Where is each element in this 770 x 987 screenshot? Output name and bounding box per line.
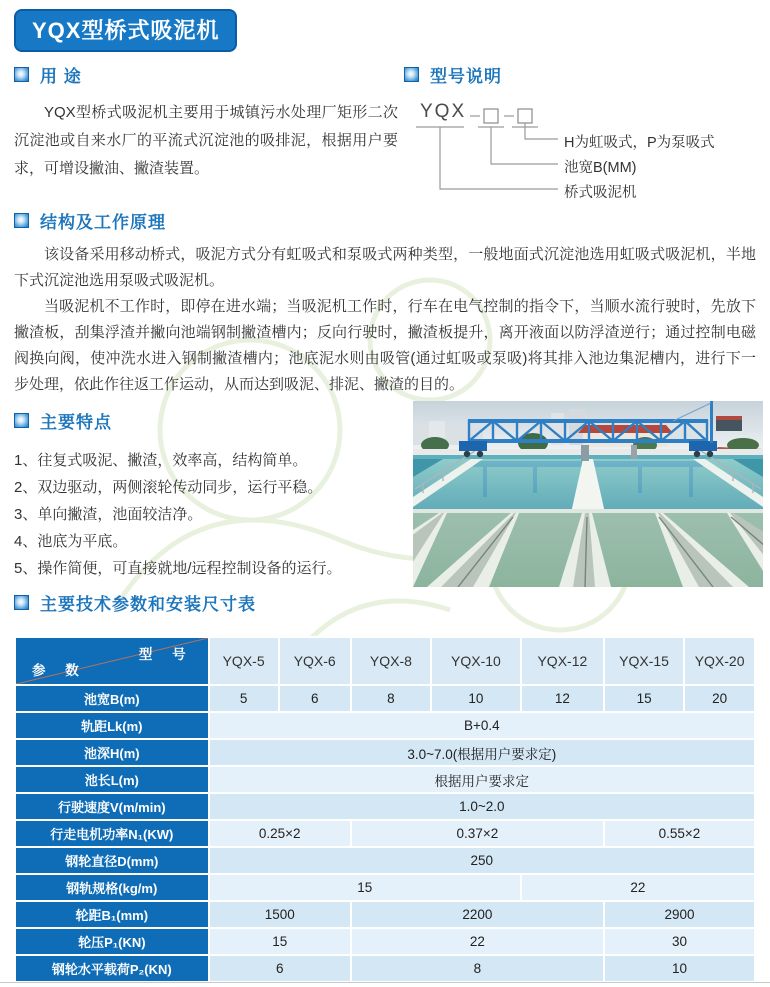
section-features	[14, 408, 412, 582]
feature-item: 1、往复式吸泥、撇渣，效率高，结构简单。	[14, 452, 308, 469]
table-cell: 22	[352, 929, 603, 954]
feature-item: 2、双边驱动，两侧滚轮传动同步，运行平稳。	[14, 479, 323, 496]
row-label: 池深H(m)	[16, 740, 208, 765]
usage-paragraph: YQX型桥式吸泥机主要用于城镇污水处理厂矩形二次沉淀池或自来水厂的平流式沉淀池的吸排泥，根据用户要求，可增设撇油、撇渣装置。	[14, 104, 398, 177]
column-header: YQX-10	[432, 638, 520, 684]
table-cell: 10	[432, 686, 520, 711]
table-row	[16, 767, 754, 792]
table-row	[16, 902, 754, 927]
column-header: YQX-12	[522, 638, 603, 684]
table-cell: 1.0~2.0	[210, 794, 754, 819]
table-cell: 根据用户要求定	[210, 767, 754, 792]
table-cell: 3.0~7.0(根据用户要求定)	[210, 740, 754, 765]
spec-table	[14, 636, 756, 983]
row-label: 钢轮水平载荷P₂(KN)	[16, 956, 208, 981]
plant-photo	[413, 401, 763, 587]
column-header: YQX-5	[210, 638, 278, 684]
column-header: YQX-15	[605, 638, 683, 684]
table-row	[16, 713, 754, 738]
page-title: YQX型桥式吸泥机	[14, 9, 237, 52]
table-row	[16, 794, 754, 819]
section-params	[14, 590, 756, 983]
table-cell: 2200	[352, 902, 603, 927]
corner-param-label: 参 数	[32, 663, 87, 678]
section-model	[404, 62, 764, 215]
section-bullet-icon	[14, 413, 29, 428]
section-bullet-icon	[14, 213, 29, 228]
section-heading: 主要特点	[40, 413, 112, 432]
table-cell: 6	[210, 956, 350, 981]
table-row	[16, 875, 754, 900]
section-heading: 用 途	[40, 67, 82, 86]
row-label: 池宽B(m)	[16, 686, 208, 711]
model-code: YQX	[420, 101, 467, 122]
table-cell: 15	[605, 686, 683, 711]
column-header: YQX-8	[352, 638, 430, 684]
model-code-diagram	[404, 97, 764, 215]
table-cell: 250	[210, 848, 754, 873]
row-label: 钢轨规格(kg/m)	[16, 875, 208, 900]
section-usage	[14, 62, 398, 183]
row-label: 轮距B₁(mm)	[16, 902, 208, 927]
row-label: 钢轮直径D(mm)	[16, 848, 208, 873]
section-bullet-icon	[404, 67, 419, 82]
table-cell: 0.25×2	[210, 821, 350, 846]
table-cell: 1500	[210, 902, 350, 927]
table-row	[16, 740, 754, 765]
table-cell: 30	[605, 929, 754, 954]
structure-paragraph-1: 该设备采用移动桥式，吸泥方式分有虹吸式和泵吸式两种类型，一般地面式沉淀池选用虹吸式吸泥机，半地下式沉淀池选用泵吸式吸泥机。	[14, 246, 756, 289]
table-cell: B+0.4	[210, 713, 754, 738]
model-label-suction-type: H为虹吸式，P为泵吸式	[564, 135, 715, 151]
table-cell: 15	[210, 929, 350, 954]
model-label-pool-width: 池宽B(MM)	[564, 160, 637, 176]
feature-item: 5、操作简便，可直接就地/远程控制设备的运行。	[14, 560, 342, 577]
row-label: 行走电机功率N₁(KW)	[16, 821, 208, 846]
section-structure	[14, 208, 756, 398]
table-cell: 8	[352, 956, 603, 981]
table-cell: 10	[605, 956, 754, 981]
row-label: 轮压P₁(KN)	[16, 929, 208, 954]
feature-item: 3、单向撇渣，池面较洁净。	[14, 506, 203, 523]
structure-paragraph-2: 当吸泥机不工作时，即停在进水端；当吸泥机工作时，行车在电气控制的指令下，当顺水流行驶时，先放下撇渣板，刮集浮渣并撇向池端钢制撇渣槽内；反向行驶时，撇渣板提升，离开液面以防浮渣逆行；通过控制电磁阀换向阀，使冲洗水进入钢制撇渣槽内；池底泥水则由吸管(通过虹吸或泵吸)将其排入池边集泥槽内，进行下一步处理，依此作往返工作运动，从而达到吸泥、排泥、撇渣的目的。	[14, 298, 756, 393]
row-label: 行驶速度V(m/min)	[16, 794, 208, 819]
table-cell: 8	[352, 686, 430, 711]
bottom-divider	[0, 982, 770, 983]
section-heading: 主要技术参数和安装尺寸表	[40, 595, 256, 614]
table-cell: 12	[522, 686, 603, 711]
table-cell: 22	[522, 875, 754, 900]
section-heading: 结构及工作原理	[40, 213, 166, 232]
section-heading: 型号说明	[430, 67, 502, 86]
table-row	[16, 821, 754, 846]
feature-item: 4、池底为平底。	[14, 533, 128, 550]
table-row	[16, 686, 754, 711]
table-cell: 6	[280, 686, 350, 711]
table-cell: 0.37×2	[352, 821, 603, 846]
row-label: 轨距Lk(m)	[16, 713, 208, 738]
row-label: 池长L(m)	[16, 767, 208, 792]
table-row	[16, 929, 754, 954]
section-bullet-icon	[14, 595, 29, 610]
table-corner-cell	[16, 638, 208, 684]
table-cell: 20	[685, 686, 754, 711]
section-bullet-icon	[14, 67, 29, 82]
model-label-machine-type: 桥式吸泥机	[564, 185, 637, 201]
table-cell: 2900	[605, 902, 754, 927]
column-header: YQX-6	[280, 638, 350, 684]
table-cell: 5	[210, 686, 278, 711]
corner-model-label: 型 号	[138, 647, 194, 662]
column-header: YQX-20	[685, 638, 754, 684]
table-cell: 0.55×2	[605, 821, 754, 846]
table-row	[16, 848, 754, 873]
table-row	[16, 956, 754, 981]
table-header-row	[16, 638, 754, 684]
table-cell: 15	[210, 875, 520, 900]
